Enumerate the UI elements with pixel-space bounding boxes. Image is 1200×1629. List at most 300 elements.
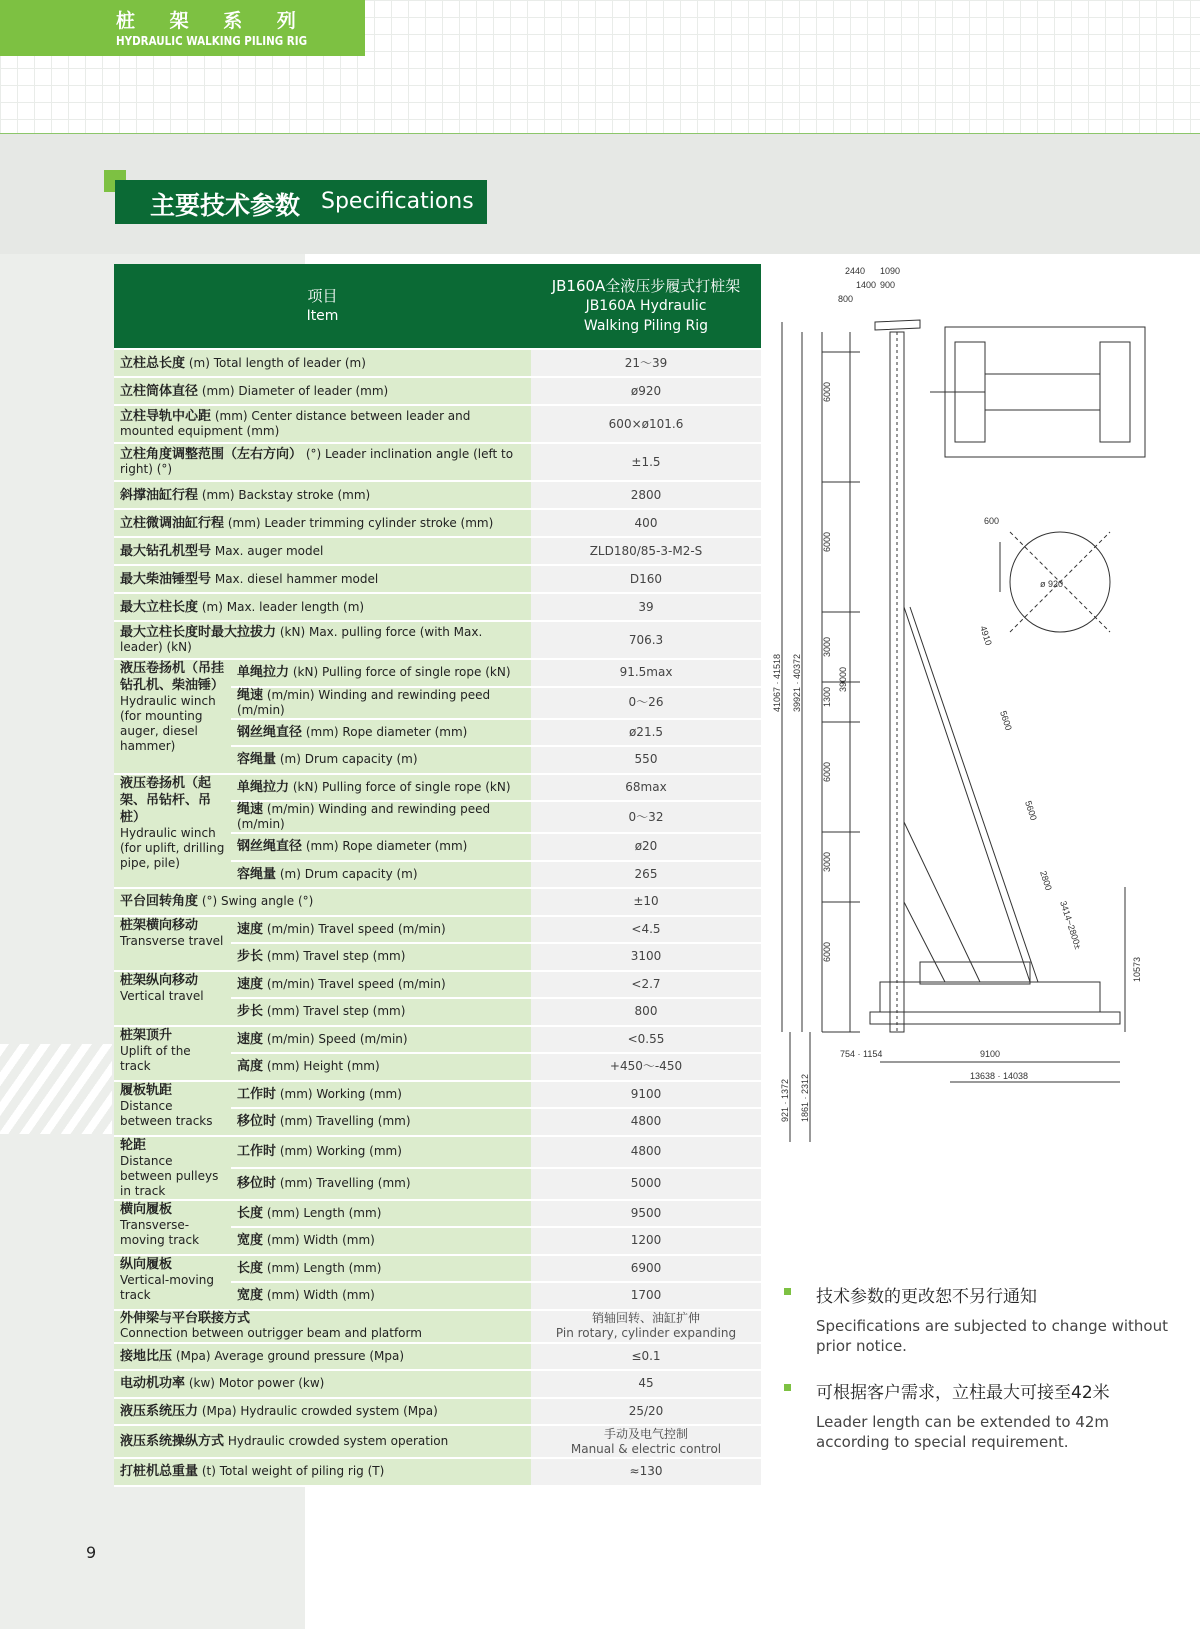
spec-label bbox=[231, 1026, 531, 1054]
label-en: Pulling force of single rope (kN) bbox=[321, 665, 511, 680]
group-label bbox=[114, 1026, 231, 1081]
label-cn: 接地比压 bbox=[120, 1348, 173, 1364]
label-cn: 最大钻孔机型号 bbox=[120, 543, 212, 559]
label-unit: (mm) bbox=[305, 724, 339, 739]
label-unit: (mm) bbox=[266, 949, 300, 964]
spec-value bbox=[531, 377, 761, 405]
group-cn: 横向履板 bbox=[120, 1201, 173, 1217]
label-en: Drum capacity (m) bbox=[304, 866, 418, 881]
label-cn: 打桩机总重量 bbox=[120, 1464, 199, 1480]
label-en: Max. pulling force (with Max. leader) (kN) bbox=[120, 625, 483, 654]
label-cn: 宽度 bbox=[237, 1288, 264, 1304]
dim-bottom-1: 754 · 1154 bbox=[840, 1049, 883, 1059]
label-en: Winding and rewinding peed (m/min) bbox=[237, 802, 491, 831]
spec-label bbox=[114, 1425, 531, 1458]
value-main: 45 bbox=[638, 1376, 654, 1391]
header-model-cn: JB160A全液压步履式打桩架 bbox=[551, 277, 741, 295]
spec-value bbox=[531, 443, 761, 481]
group-en: Distance between pulleys in track bbox=[120, 1153, 219, 1198]
label-en: Max. diesel hammer model bbox=[214, 571, 379, 586]
spec-label bbox=[231, 774, 531, 802]
label-cn: 工作时 bbox=[237, 1144, 277, 1159]
spec-label bbox=[114, 1370, 531, 1398]
value-main: 3100 bbox=[630, 949, 662, 964]
dim-top-4: 900 bbox=[880, 280, 896, 290]
value-main: 9500 bbox=[630, 1205, 662, 1220]
label-cn: 容绳量 bbox=[237, 866, 277, 882]
dim-boom-3: 5600 bbox=[1023, 799, 1039, 822]
label-unit: (m) bbox=[279, 752, 301, 767]
label-en: Working (mm) bbox=[316, 1086, 402, 1101]
section-title-cn: 主要技术参数 bbox=[150, 191, 301, 220]
value-main: 91.5max bbox=[619, 665, 673, 680]
dim-bottom-3: 13638 · 14038 bbox=[970, 1071, 1029, 1081]
table-row bbox=[114, 405, 761, 443]
spec-label bbox=[231, 861, 531, 889]
table-row bbox=[114, 1136, 761, 1168]
label-cn: 钢丝绳直径 bbox=[237, 724, 303, 740]
value-main: 25/20 bbox=[628, 1403, 664, 1418]
table-row bbox=[114, 774, 761, 802]
spec-value bbox=[531, 349, 761, 377]
label-cn: 立柱总长度 bbox=[120, 355, 186, 371]
label-cn: 平台回转角度 bbox=[120, 894, 199, 910]
spec-label bbox=[231, 1282, 531, 1310]
header-model-en1: JB160A Hydraulic bbox=[585, 298, 707, 314]
label-cn: 电动机功率 bbox=[120, 1376, 186, 1392]
label-cn: 最大柴油锤型号 bbox=[120, 571, 212, 587]
label-unit: (kN) bbox=[292, 779, 319, 794]
label-cn: 速度 bbox=[237, 921, 264, 937]
value-main: ZLD180/85-3-M2-S bbox=[589, 543, 703, 558]
spec-label bbox=[114, 888, 531, 916]
value-main: ø920 bbox=[630, 383, 662, 398]
value-main: D160 bbox=[629, 571, 663, 586]
spec-label bbox=[231, 1200, 531, 1228]
label-cn: 步长 bbox=[237, 949, 264, 965]
label-cn: 步长 bbox=[237, 1004, 264, 1020]
spec-value bbox=[531, 774, 761, 802]
spec-value bbox=[531, 659, 761, 687]
spec-label bbox=[231, 998, 531, 1026]
value-main: 销轴回转、油缸扩伸 bbox=[591, 1311, 700, 1325]
dim-left-5: 6000 bbox=[822, 761, 832, 782]
table-row bbox=[114, 1081, 761, 1109]
table-row bbox=[114, 621, 761, 659]
label-en: Max. leader length (m) bbox=[226, 599, 365, 614]
spec-label bbox=[231, 1053, 531, 1081]
table-row bbox=[114, 377, 761, 405]
label-unit: (mm) bbox=[266, 1059, 300, 1074]
label-en: Length (mm) bbox=[303, 1205, 382, 1220]
spec-value bbox=[531, 1136, 761, 1168]
value-main: 550 bbox=[634, 752, 658, 767]
value-main: 1200 bbox=[630, 1233, 662, 1248]
table-row bbox=[114, 916, 761, 944]
dim-boom-1: 4910 bbox=[978, 624, 994, 647]
spec-value bbox=[531, 916, 761, 944]
label-unit: (mm) bbox=[201, 383, 235, 398]
label-unit: (m/min) bbox=[266, 921, 315, 936]
value-main: 4800 bbox=[630, 1144, 662, 1158]
value-main: 0～32 bbox=[628, 809, 664, 824]
label-unit: (m/min) bbox=[266, 1031, 315, 1046]
table-row bbox=[114, 1255, 761, 1283]
label-en: Diameter of leader (mm) bbox=[238, 383, 389, 398]
value-sub: Pin rotary, cylinder expanding bbox=[555, 1326, 737, 1340]
dim-left-4: 1300 bbox=[822, 686, 832, 707]
spec-label bbox=[231, 1081, 531, 1109]
spec-label bbox=[231, 971, 531, 999]
dim-top-2: 1090 bbox=[880, 266, 901, 276]
label-cn: 立柱角度调整范围（左右方向） bbox=[120, 447, 303, 462]
label-en: Travel speed (m/min) bbox=[318, 976, 446, 991]
dim-boom-4: 2800 bbox=[1038, 869, 1054, 892]
spec-value bbox=[531, 888, 761, 916]
value-main: <4.5 bbox=[631, 921, 661, 936]
spec-label bbox=[114, 349, 531, 377]
header-item bbox=[114, 264, 531, 349]
spec-value bbox=[531, 1398, 761, 1426]
spec-label bbox=[114, 537, 531, 565]
dim-base-1: 921 · 1372 bbox=[780, 1078, 790, 1122]
group-cn: 纵向履板 bbox=[120, 1256, 173, 1272]
spec-label bbox=[231, 943, 531, 971]
spec-value bbox=[531, 943, 761, 971]
note-1-cn: 技术参数的更改恕不另行通知 bbox=[816, 1287, 1037, 1307]
group-cn: 桩架横向移动 bbox=[120, 917, 199, 933]
spec-label bbox=[231, 1108, 531, 1136]
spec-label bbox=[231, 746, 531, 774]
label-en: Width (mm) bbox=[303, 1288, 375, 1303]
dim-boom-5: 3414~2800± bbox=[1058, 899, 1084, 951]
label-unit: (mm) bbox=[266, 1004, 300, 1019]
spec-label bbox=[114, 377, 531, 405]
label-en: Motor power (kw) bbox=[218, 1376, 325, 1391]
series-tag-cn: 桩 架 系 列 bbox=[116, 10, 310, 32]
spec-value bbox=[531, 1425, 761, 1458]
label-cn: 速度 bbox=[237, 1031, 264, 1047]
label-unit: (mm) bbox=[305, 839, 339, 854]
spec-label bbox=[231, 801, 531, 833]
spec-value bbox=[531, 1200, 761, 1228]
spec-value bbox=[531, 1053, 761, 1081]
label-en: Rope diameter (mm) bbox=[342, 724, 468, 739]
value-main: ø21.5 bbox=[628, 724, 664, 739]
label-unit: (mm) bbox=[279, 1176, 313, 1190]
table-row bbox=[114, 659, 761, 687]
dim-left-1: 6000 bbox=[822, 381, 832, 402]
group-en: Transverse travel bbox=[120, 933, 224, 948]
dim-outer-1: 41067 · 41518 bbox=[772, 653, 782, 712]
group-label bbox=[114, 1255, 231, 1310]
label-en: Center distance between leader and mounted equipment (mm) bbox=[120, 409, 471, 438]
spec-label bbox=[114, 1343, 531, 1371]
header-model-en2: Walking Piling Rig bbox=[583, 318, 709, 334]
table-row bbox=[114, 1370, 761, 1398]
value-main: 800 bbox=[634, 1004, 658, 1019]
spec-label bbox=[231, 687, 531, 719]
spec-label bbox=[231, 1227, 531, 1255]
group-label bbox=[114, 659, 231, 774]
label-en: Leader inclination angle (left to right) (°) bbox=[120, 447, 514, 476]
label-cn: 长度 bbox=[237, 1205, 264, 1221]
group-cn: 桩架顶升 bbox=[120, 1027, 173, 1043]
spec-label bbox=[231, 1255, 531, 1283]
label-cn: 外伸梁与平台联接方式 bbox=[120, 1311, 251, 1326]
label-unit: (kN) bbox=[292, 665, 319, 680]
spec-label bbox=[114, 509, 531, 537]
value-main: 4800 bbox=[630, 1114, 662, 1129]
label-cn: 单绳拉力 bbox=[237, 665, 290, 681]
note-2-en: Leader length can be extended to 42m according to special requirement. bbox=[816, 1413, 1110, 1451]
label-unit: (mm) bbox=[279, 1144, 313, 1158]
spec-value bbox=[531, 833, 761, 861]
dim-left-6: 3000 bbox=[822, 851, 832, 872]
value-main: 5000 bbox=[630, 1176, 662, 1190]
spec-table bbox=[114, 264, 761, 1487]
label-cn: 高度 bbox=[237, 1059, 264, 1075]
group-label bbox=[114, 916, 231, 971]
spec-label bbox=[231, 719, 531, 747]
label-unit: (mm) bbox=[201, 487, 235, 502]
label-en: Travelling (mm) bbox=[316, 1114, 411, 1129]
table-row bbox=[114, 1343, 761, 1371]
value-sub: Manual & electric control bbox=[570, 1441, 722, 1456]
group-en: Vertical-moving track bbox=[120, 1272, 214, 1302]
label-en: Travel step (mm) bbox=[303, 949, 406, 964]
dim-left-3: 3000 bbox=[822, 636, 832, 657]
label-en: Rope diameter (mm) bbox=[342, 839, 468, 854]
spec-value bbox=[531, 687, 761, 719]
spec-value bbox=[531, 621, 761, 659]
value-main: <2.7 bbox=[631, 976, 661, 991]
label-unit: (mm) bbox=[266, 1260, 300, 1275]
label-cn: 长度 bbox=[237, 1260, 264, 1276]
spec-value bbox=[531, 971, 761, 999]
spec-value bbox=[531, 565, 761, 593]
label-en: Total length of leader (m) bbox=[213, 355, 366, 370]
value-main: 39 bbox=[638, 599, 654, 614]
label-en: Working (mm) bbox=[316, 1144, 402, 1158]
value-main: 2800 bbox=[630, 487, 662, 502]
dim-circle-1: 600 bbox=[984, 516, 1000, 526]
label-unit: (m) bbox=[279, 866, 301, 881]
label-cn: 绳速 bbox=[237, 802, 264, 817]
spec-label bbox=[114, 1458, 531, 1486]
label-cn: 工作时 bbox=[237, 1086, 277, 1102]
label-en: Total weight of piling rig (T) bbox=[219, 1464, 385, 1479]
group-en: Transverse-moving track bbox=[120, 1217, 200, 1247]
header-item-en: Item bbox=[306, 308, 339, 324]
value-main: 21～39 bbox=[624, 355, 668, 370]
label-unit: (t) bbox=[201, 1464, 216, 1479]
dim-base-2: 1861 · 2312 bbox=[800, 1073, 810, 1122]
table-row bbox=[114, 1398, 761, 1426]
spec-value bbox=[531, 746, 761, 774]
group-en: Hydraulic winch (for mounting auger, diesel hammer) bbox=[120, 694, 216, 753]
value-main: 265 bbox=[634, 866, 658, 881]
rig-drawing bbox=[770, 262, 1170, 1162]
note-bullet-icon bbox=[784, 1288, 791, 1295]
label-en: Connection between outrigger beam and platform bbox=[120, 1326, 422, 1340]
page-number: 9 bbox=[86, 1543, 97, 1562]
label-unit: (°) bbox=[201, 894, 218, 909]
label-unit: (mm) bbox=[266, 1288, 300, 1303]
label-cn: 移位时 bbox=[237, 1114, 277, 1130]
value-main: ±1.5 bbox=[631, 454, 661, 469]
label-en: Swing angle (°) bbox=[221, 894, 314, 909]
table-row bbox=[114, 565, 761, 593]
label-cn: 绳速 bbox=[237, 687, 264, 703]
label-cn: 钢丝绳直径 bbox=[237, 839, 303, 855]
spec-value bbox=[531, 405, 761, 443]
spec-value bbox=[531, 1343, 761, 1371]
label-en: Drum capacity (m) bbox=[304, 752, 418, 767]
group-label bbox=[114, 971, 231, 1026]
spec-value bbox=[531, 1026, 761, 1054]
spec-label bbox=[114, 565, 531, 593]
value-main: ≈130 bbox=[629, 1464, 663, 1479]
value-main: 1700 bbox=[630, 1288, 662, 1303]
label-cn: 容绳量 bbox=[237, 752, 277, 768]
spec-label bbox=[231, 1168, 531, 1200]
spec-label bbox=[231, 916, 531, 944]
table-row bbox=[114, 537, 761, 565]
dim-boom-2: 5600 bbox=[998, 709, 1014, 732]
group-label bbox=[114, 774, 231, 889]
label-unit: (m) bbox=[188, 355, 210, 370]
label-cn: 液压系统压力 bbox=[120, 1403, 199, 1419]
label-cn: 最大立柱长度时最大拉拔力 bbox=[120, 625, 277, 640]
label-en: Pulling force of single rope (kN) bbox=[321, 779, 511, 794]
table-row bbox=[114, 1026, 761, 1054]
label-cn: 单绳拉力 bbox=[237, 779, 290, 795]
table-row bbox=[114, 481, 761, 509]
header-model bbox=[531, 264, 761, 349]
spec-value bbox=[531, 801, 761, 833]
spec-label bbox=[114, 1310, 531, 1343]
value-main: ≤0.1 bbox=[631, 1348, 661, 1363]
spec-value bbox=[531, 1108, 761, 1136]
series-tag bbox=[0, 0, 365, 56]
label-unit: (mm) bbox=[266, 1205, 300, 1220]
header-item-cn: 项目 bbox=[307, 287, 338, 305]
group-en: Hydraulic winch (for uplift, drilling pipe, pile) bbox=[120, 825, 225, 870]
spec-value bbox=[531, 998, 761, 1026]
label-cn: 立柱微调油缸行程 bbox=[120, 515, 225, 531]
spec-value bbox=[531, 1458, 761, 1486]
label-en: Height (mm) bbox=[303, 1059, 380, 1074]
label-en: Backstay stroke (mm) bbox=[238, 487, 371, 502]
value-main: 706.3 bbox=[628, 632, 664, 647]
label-en: Length (mm) bbox=[303, 1260, 382, 1275]
group-label bbox=[114, 1136, 231, 1200]
label-en: Travel step (mm) bbox=[303, 1004, 406, 1019]
value-main: 68max bbox=[625, 779, 667, 794]
label-cn: 立柱导轨中心距 bbox=[120, 409, 212, 424]
group-cn: 轮距 bbox=[120, 1137, 147, 1153]
label-unit: (m/min) bbox=[266, 802, 315, 816]
spec-label bbox=[114, 481, 531, 509]
table-row bbox=[114, 443, 761, 481]
label-unit: (Mpa) bbox=[201, 1403, 237, 1418]
dim-left-2: 6000 bbox=[822, 531, 832, 552]
label-en: Leader trimming cylinder stroke (mm) bbox=[264, 515, 494, 530]
label-unit: (Mpa) bbox=[175, 1348, 211, 1363]
table-row bbox=[114, 1425, 761, 1458]
label-cn: 立柱筒体直径 bbox=[120, 383, 199, 399]
label-unit: (mm) bbox=[279, 1086, 313, 1101]
note-1-en: Specifications are subjected to change without prior notice. bbox=[816, 1317, 1168, 1355]
label-en: Travel speed (m/min) bbox=[318, 921, 446, 936]
label-en: Speed (m/min) bbox=[318, 1031, 408, 1046]
label-unit: (mm) bbox=[279, 1114, 313, 1129]
label-unit: (mm) bbox=[266, 1233, 300, 1248]
table-row bbox=[114, 593, 761, 621]
spec-value bbox=[531, 1168, 761, 1200]
dim-right: 10573 bbox=[1132, 956, 1142, 982]
dim-outer-2: 39921 · 40372 bbox=[792, 653, 802, 712]
table-row bbox=[114, 1310, 761, 1343]
table-row bbox=[114, 888, 761, 916]
spec-value bbox=[531, 861, 761, 889]
label-en: Max. auger model bbox=[214, 543, 324, 558]
table-row bbox=[114, 349, 761, 377]
label-en: Hydraulic crowded system operation bbox=[227, 1434, 449, 1448]
section-title bbox=[115, 180, 487, 224]
value-main: ø20 bbox=[634, 839, 658, 854]
dim-top-1: 2440 bbox=[845, 266, 866, 276]
label-unit: (m/min) bbox=[266, 687, 315, 702]
value-main: ±10 bbox=[633, 894, 659, 909]
value-main: 0～26 bbox=[628, 695, 664, 709]
spec-value bbox=[531, 1255, 761, 1283]
spec-label bbox=[114, 593, 531, 621]
spec-value bbox=[531, 537, 761, 565]
label-cn: 最大立柱长度 bbox=[120, 599, 199, 615]
value-main: 600×ø101.6 bbox=[608, 416, 684, 431]
group-en: Distance between tracks bbox=[120, 1098, 213, 1128]
spec-value bbox=[531, 1310, 761, 1343]
value-main: 400 bbox=[634, 515, 658, 530]
label-cn: 速度 bbox=[237, 976, 264, 992]
spec-value bbox=[531, 509, 761, 537]
group-en: Vertical travel bbox=[120, 988, 204, 1003]
dim-top-3: 1400 bbox=[856, 280, 877, 290]
label-unit: (m/min) bbox=[266, 976, 315, 991]
dim-top-5: 800 bbox=[838, 294, 854, 304]
spec-label bbox=[114, 621, 531, 659]
spec-value bbox=[531, 593, 761, 621]
table-header bbox=[114, 264, 761, 349]
group-cn: 液压卷扬机（起架、吊钻杆、吊桩） bbox=[120, 775, 212, 825]
dim-outer-3: 39000 bbox=[838, 666, 848, 692]
spec-value bbox=[531, 1227, 761, 1255]
label-unit: (kN) bbox=[279, 625, 306, 639]
dim-circle-2: ø 920 bbox=[1040, 579, 1064, 589]
series-tag-en: HYDRAULIC WALKING PILING RIG bbox=[116, 34, 308, 48]
base-outline bbox=[880, 982, 1100, 1012]
section-title-en: Specifications bbox=[321, 189, 474, 214]
label-cn: 液压系统操纵方式 bbox=[120, 1434, 225, 1449]
dim-left-7: 6000 bbox=[822, 941, 832, 962]
value-main: 6900 bbox=[630, 1260, 662, 1275]
table-row bbox=[114, 1200, 761, 1228]
note-2-cn: 可根据客户需求，立柱最大可接至42米 bbox=[816, 1383, 1110, 1403]
group-cn: 桩架纵向移动 bbox=[120, 972, 199, 988]
spec-label bbox=[231, 833, 531, 861]
